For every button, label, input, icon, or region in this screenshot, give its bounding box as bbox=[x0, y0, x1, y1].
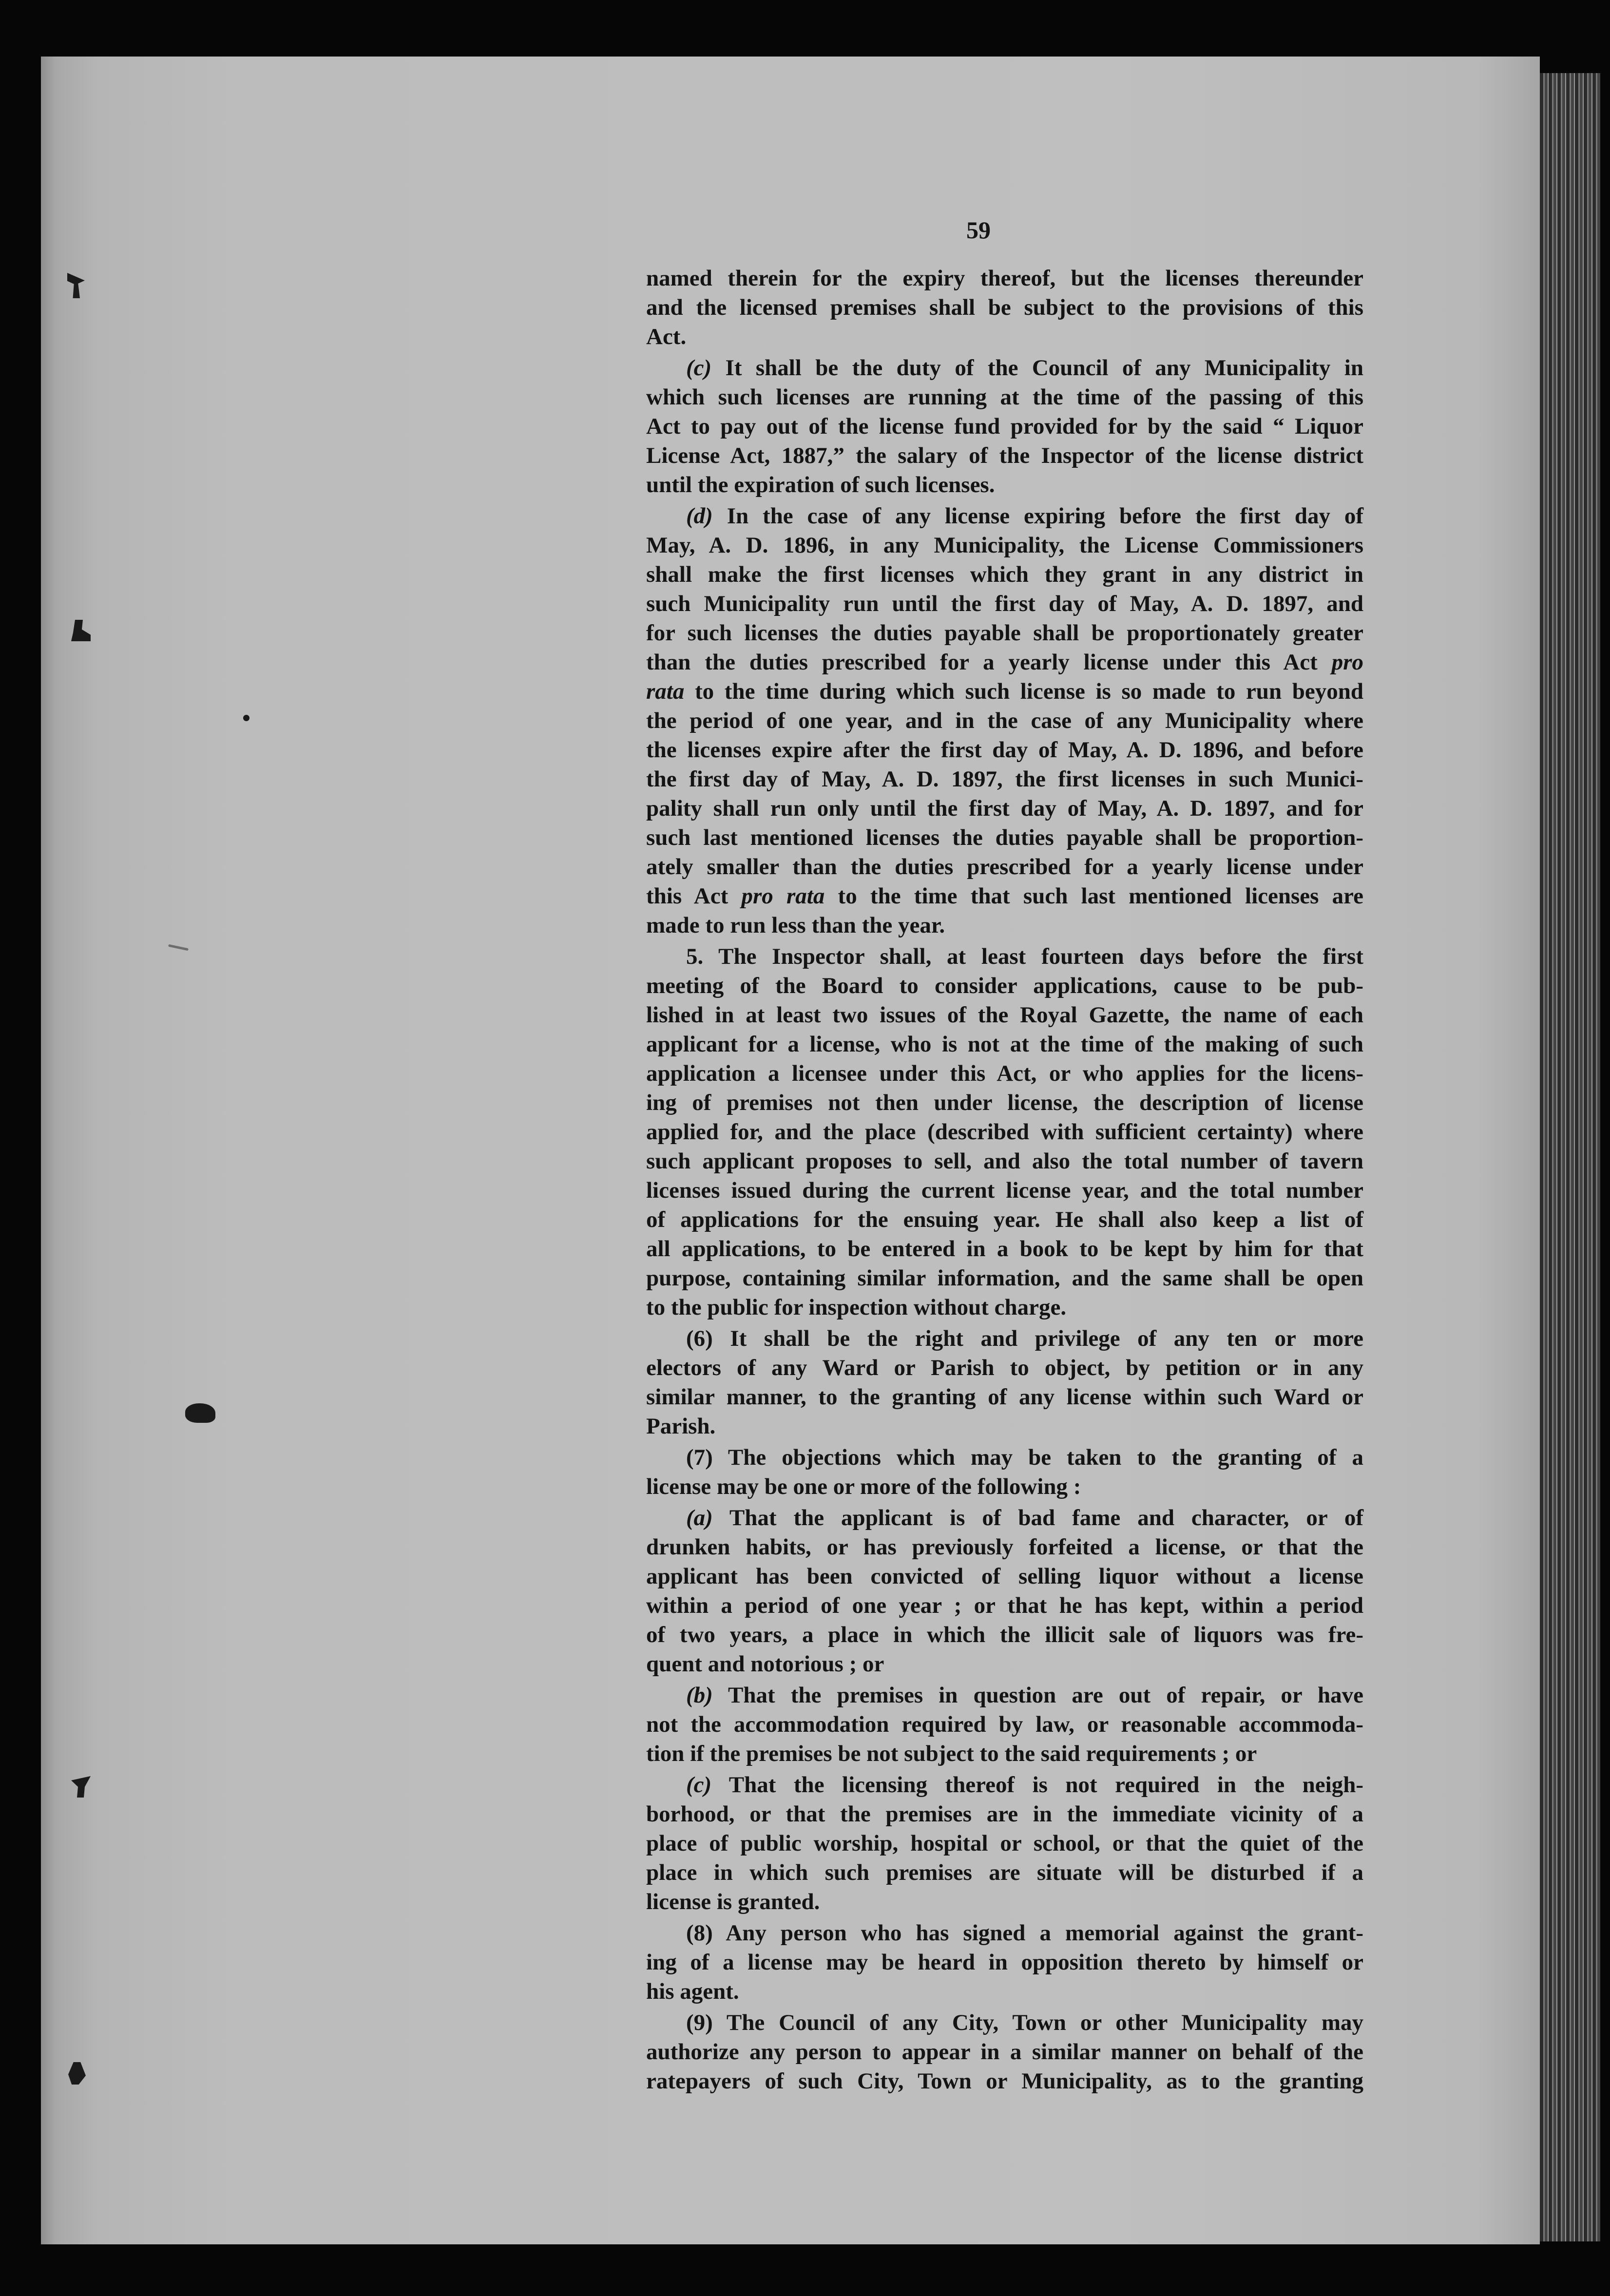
text-line bbox=[646, 353, 1363, 383]
text-line: such last mentioned licenses the duties payable shall be proportion- bbox=[646, 825, 1363, 850]
italic-text: (c) bbox=[686, 1772, 712, 1798]
text-line: such Municipality run until the first day of May, A. D. 1897, and bbox=[646, 591, 1363, 616]
text-line bbox=[646, 1503, 1363, 1532]
text-line: place of public worship, hospital or school, or that the quiet of the bbox=[646, 1831, 1363, 1856]
italic-text: rata bbox=[646, 679, 685, 704]
text-line: his agent. bbox=[646, 1979, 739, 2004]
paragraph bbox=[646, 1770, 1363, 1916]
text-line: to the public for inspection without charge. bbox=[646, 1295, 1067, 1320]
text-line: the period of one year, and in the case of any Municipality where bbox=[646, 708, 1363, 733]
text-line: Act to pay out of the license fund provided for by the said “ Liquor bbox=[646, 414, 1363, 439]
text-line: lished in at least two issues of the Royal Gazette, the name of each bbox=[646, 1002, 1363, 1028]
text-line: License Act, 1887,” the salary of the Inspector of the license district bbox=[646, 443, 1363, 468]
text-line: electors of any Ward or Parish to object, by petition or in any bbox=[646, 1355, 1363, 1380]
text-line: similar manner, to the granting of any license within such Ward or bbox=[646, 1384, 1363, 1410]
italic-text: pro bbox=[1331, 650, 1363, 675]
text-line: borhood, or that the premises are in the immediate vicinity of a bbox=[646, 1801, 1363, 1827]
text-line: (9) The Council of any City, Town or other Municipality may bbox=[686, 2010, 1363, 2035]
italic-text: (a) bbox=[686, 1505, 713, 1531]
text-line bbox=[646, 501, 1363, 531]
text-segment: to the time that such last mentioned licenses are bbox=[824, 883, 1364, 909]
text-line: licenses issued during the current license year, and the total number bbox=[646, 1178, 1363, 1203]
text-line bbox=[646, 881, 1363, 911]
paragraph bbox=[646, 264, 1363, 351]
paragraph bbox=[646, 353, 1363, 499]
text-line: shall make the first licenses which they grant in any district in bbox=[646, 562, 1363, 587]
text-line: (8) Any person who has signed a memorial against the grant- bbox=[686, 1920, 1363, 1946]
text-line: drunken habits, or has previously forfeited a license, or that the bbox=[646, 1534, 1363, 1560]
text-line: the first day of May, A. D. 1897, the first licenses in such Munici- bbox=[646, 766, 1363, 792]
text-line: ing of premises not then under license, the description of license bbox=[646, 1090, 1363, 1115]
text-segment: In the case of any license expiring before the first day of bbox=[712, 503, 1363, 529]
text-line: purpose, containing similar information, and the same shall be open bbox=[646, 1265, 1363, 1291]
text-segment: It shall be the duty of the Council of any Municipality in bbox=[711, 355, 1363, 381]
text-line: application a licensee under this Act, or who applies for the licens- bbox=[646, 1061, 1363, 1086]
text-segment: this Act bbox=[646, 883, 742, 909]
text-line: authorize any person to appear in a similar manner on behalf of the bbox=[646, 2039, 1363, 2065]
text-line: applicant for a license, who is not at the time of the making of such bbox=[646, 1032, 1363, 1057]
paragraph bbox=[646, 1324, 1363, 1441]
text-line: of two years, a place in which the illicit sale of liquors was fre- bbox=[646, 1622, 1363, 1647]
text-segment: than the duties prescribed for a yearly license under this Act bbox=[646, 650, 1332, 675]
text-line bbox=[646, 648, 1363, 677]
text-line: license is granted. bbox=[646, 1889, 820, 1914]
text-line: 5. The Inspector shall, at least fourteen days before the first bbox=[686, 944, 1363, 969]
text-line: the licenses expire after the first day of May, A. D. 1896, and before bbox=[646, 737, 1363, 763]
text-line: all applications, to be entered in a book to be kept by him for that bbox=[646, 1236, 1363, 1262]
text-line: ing of a license may be heard in opposition thereto by himself or bbox=[646, 1950, 1363, 1975]
text-line: (7) The objections which may be taken to the granting of a bbox=[686, 1445, 1363, 1470]
text-line: May, A. D. 1896, in any Municipality, the License Commissioners bbox=[646, 533, 1363, 558]
text-line: not the accommodation required by law, or reasonable accommoda- bbox=[646, 1712, 1363, 1737]
text-line: place in which such premises are situate will be disturbed if a bbox=[646, 1860, 1363, 1885]
paragraph bbox=[646, 2008, 1363, 2096]
paragraph bbox=[646, 1503, 1363, 1679]
text-line: quent and notorious ; or bbox=[646, 1651, 884, 1677]
italic-text: (d) bbox=[686, 503, 713, 529]
text-line: within a period of one year ; or that he has kept, within a period bbox=[646, 1593, 1363, 1618]
text-line: tion if the premises be not subject to the said requirements ; or bbox=[646, 1741, 1257, 1766]
text-line: (6) It shall be the right and privilege of any ten or more bbox=[686, 1326, 1363, 1351]
italic-text: pro rata bbox=[741, 883, 825, 909]
paragraph bbox=[646, 1681, 1363, 1768]
text-line: pality shall run only until the first day of May, A. D. 1897, and for bbox=[646, 796, 1363, 821]
text-line: applied for, and the place (described with sufficient certainty) where bbox=[646, 1119, 1363, 1145]
italic-text: (b) bbox=[686, 1683, 713, 1708]
text-line: made to run less than the year. bbox=[646, 913, 945, 938]
paragraph bbox=[646, 1443, 1363, 1501]
ink-spot bbox=[243, 715, 249, 721]
text-line: meeting of the Board to consider applications, cause to be pub- bbox=[646, 973, 1363, 998]
text-line: Parish. bbox=[646, 1414, 716, 1439]
text-line bbox=[646, 1681, 1363, 1710]
text-segment: to the time during which such license is so made to run beyond bbox=[684, 679, 1363, 704]
text-segment: That the premises in question are out of repair, or have bbox=[712, 1683, 1363, 1708]
page-edge-stack bbox=[1540, 73, 1600, 2241]
text-line: such applicant proposes to sell, and also the total number of tavern bbox=[646, 1148, 1363, 1174]
text-line: and the licensed premises shall be subject to the provisions of this bbox=[646, 295, 1363, 320]
body-text bbox=[646, 264, 1363, 2096]
text-line: ately smaller than the duties prescribed for a yearly license under bbox=[646, 854, 1363, 880]
text-line: license may be one or more of the following : bbox=[646, 1474, 1081, 1499]
page-number: 59 bbox=[966, 216, 991, 244]
italic-text: (c) bbox=[686, 355, 712, 381]
binding-stitch-mark bbox=[185, 1403, 215, 1423]
text-segment: That the licensing thereof is not required in the neigh- bbox=[711, 1772, 1363, 1798]
text-line: for such licenses the duties payable shall be proportionately greater bbox=[646, 620, 1363, 646]
text-line: ratepayers of such City, Town or Municipality, as to the granting bbox=[646, 2068, 1363, 2094]
paragraph bbox=[646, 1918, 1363, 2006]
text-line bbox=[646, 677, 1363, 706]
text-line: of applications for the ensuing year. He shall also keep a list of bbox=[646, 1207, 1363, 1232]
text-line bbox=[646, 1770, 1363, 1799]
text-line: named therein for the expiry thereof, but the licenses thereunder bbox=[646, 266, 1363, 291]
text-line: until the expiration of such licenses. bbox=[646, 472, 995, 497]
text-line: applicant has been convicted of selling liquor without a license bbox=[646, 1564, 1363, 1589]
text-line: Act. bbox=[646, 324, 687, 349]
paragraph bbox=[646, 942, 1363, 1322]
text-line: which such licenses are running at the time of the passing of this bbox=[646, 384, 1363, 410]
text-segment: That the applicant is of bad fame and character, or of bbox=[712, 1505, 1363, 1531]
paragraph bbox=[646, 501, 1363, 940]
